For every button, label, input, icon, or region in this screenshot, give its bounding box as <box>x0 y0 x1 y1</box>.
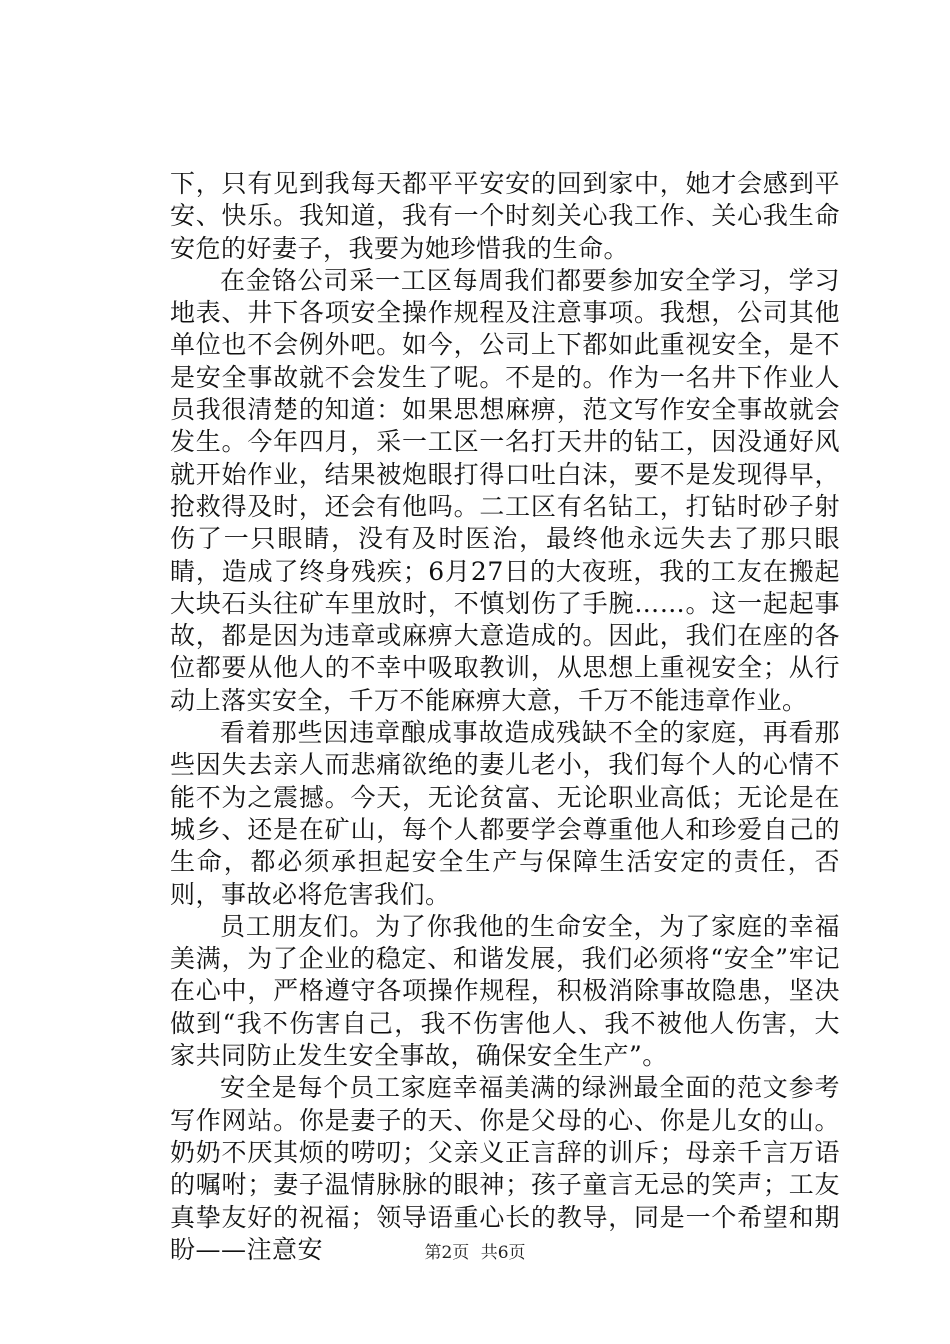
page-footer <box>0 1242 950 1264</box>
paragraph-2: 在金铬公司采一工区每周我们都要参加安全学习，学习地表、井下各项安全操作规程及注意事项。我想，公司其他单位也不会例外吧。如今，公司上下都如此重视安全，是不是安全事故就不会发生了呢。不是的。作为一名井下作业人员我很清楚的知道：如果思想麻痹，范文写作安全事故就会发生。今年四月，采一工区一名打天井的钻工，因没通好风就开始作业，结果被炮眼打得口吐白沫，要不是发现得早，抢救得及时，还会有他吗。二工区有名钻工，打钻时砂子射伤了一只眼睛，没有及时医治，最终他永远失去了那只眼睛，造成了终身残疾；6月27日的大夜班，我的工友在搬起大块石头往矿车里放时，不慎划伤了手腕……。这一起起事故，都是因为违章或麻痹大意造成的。因此，我们在座的各位都要从他人的不幸中吸取教训，从思想上重视安全；从行动上落实安全，千万不能麻痹大意，千万不能违章作业。 <box>170 265 840 715</box>
page-total: 共6页 <box>480 1243 526 1263</box>
paragraph-3: 看着那些因违章酿成事故造成残缺不全的家庭，再看那些因失去亲人而悲痛欲绝的妻儿老小，我们每个人的心情不能不为之震撼。今天，无论贫富、无论职业高低；无论是在城乡、还是在矿山，每个人都要学会尊重他人和珍爱自己的生命，都必须承担起安全生产与保障生活安定的责任，否则，事故必将危害我们。 <box>170 718 840 909</box>
paragraph-5: 安全是每个员工家庭幸福美满的绿洲最全面的范文参考写作网站。你是妻子的天、你是父母的心、你是儿女的山。奶奶不厌其烦的唠叨；父亲义正言辞的训斥；母亲千言万语的嘱咐；妻子温情脉脉的眼神；孩子童言无忌的笑声；工友真挚友好的祝福；领导语重心长的教导，同是一个希望和期盼——注意安 <box>170 1073 840 1264</box>
page-number: 第2页 <box>424 1243 470 1263</box>
document-body <box>170 168 840 1266</box>
paragraph-4: 员工朋友们。为了你我他的生命安全，为了家庭的幸福美满，为了企业的稳定、和谐发展，我们必须将“安全”牢记在心中，严格遵守各项操作规程，积极消除事故隐患，坚决做到“我不伤害自己，我不伤害他人、我不被他人伤害，大家共同防止发生安全事故，确保安全生产”。 <box>170 911 840 1071</box>
paragraph-1: 下，只有见到我每天都平平安安的回到家中，她才会感到平安、快乐。我知道，我有一个时刻关心我工作、关心我生命安危的好妻子，我要为她珍惜我的生命。 <box>170 169 840 263</box>
